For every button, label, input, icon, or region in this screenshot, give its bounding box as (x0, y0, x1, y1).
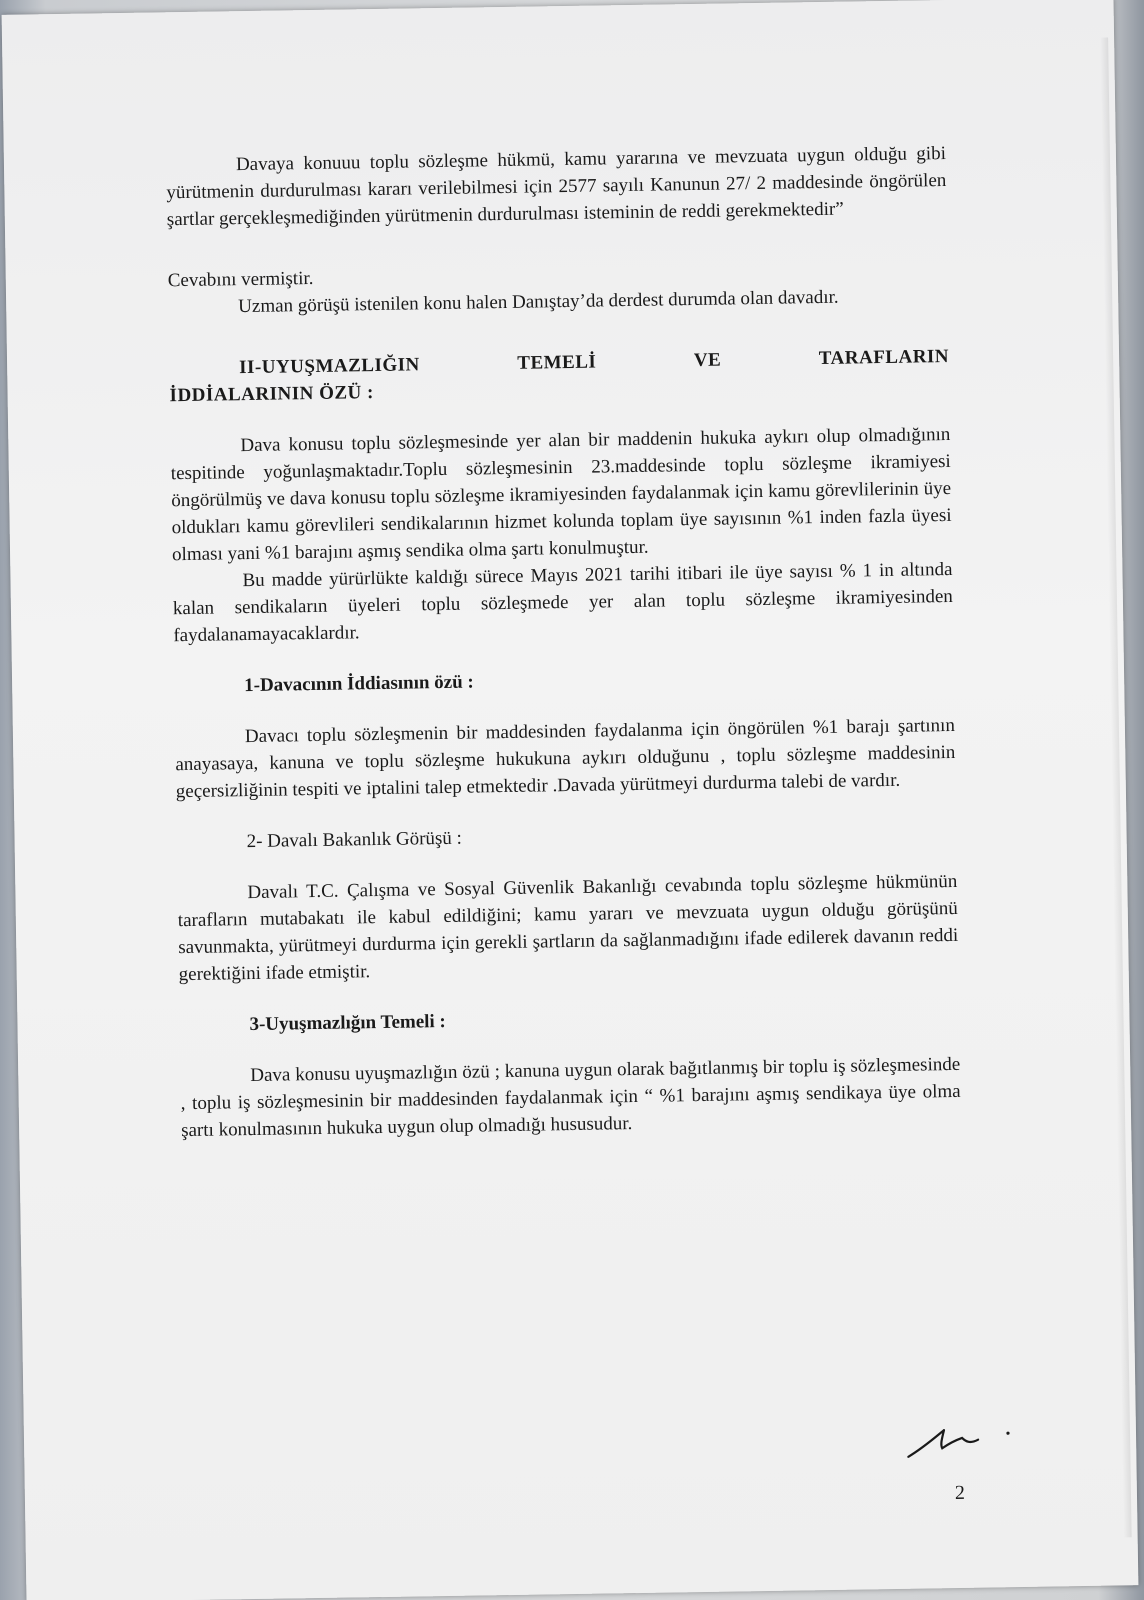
heading-word-2: TEMELİ (517, 351, 597, 374)
document-page (2, 0, 1139, 1600)
claimant-text: Davacı toplu sözleşmenin bir maddesinden faydalanma için öngörülen %1 barajı şartının anayasaya, kanuna ve toplu sözleşme hukukuna aykırı olduğunu , toplu sözleşme maddesinin geçersizliğinin tespiti ve iptalini talep etmektedir .Davada yürütmeyi durdurma talebi de vardır. (175, 714, 956, 803)
dispute-basis-text: Dava konusu uyuşmazlığın özü ; kanuna uygun olarak bağıtlanmış bir toplu iş sözleşmesinde , toplu iş sözleşmesinin bir maddesinden faydalanmak için “ %1 barajını aşmış sendikaya üye olma şartı konulmasının hukuka uygun olup olmadığı hususudur. (180, 1053, 961, 1142)
reply-line: Cevabını vermiştir. (167, 267, 314, 292)
heading-word-3: VE (693, 349, 722, 371)
claimant-heading: 1-Davacının İddiasının özü : (243, 671, 474, 697)
dispute-paragraph-2: Bu madde yürürlükte kaldığı sürece Mayıs 2021 tarihi itibari ile üye sayısı % 1 in altında kalan sendikaların üyeleri toplu sözleşmede yer alan toplu sözleşme ikramiyesinden faydalanamayacaklardır. (172, 558, 954, 647)
ministry-text: Davalı T.C. Çalışma ve Sosyal Güvenlik Bakanlığı cevabında toplu sözleşme hükmünün tarafların mutabakatı ile kabul edildiğini; kamu yararı ve mevzuata uygun olduğu görüşünü savunmakta, yürütmeyi durdurma için gerekli şartların da sağlanmadığını ifade edilerek davanın reddi gerektiğini ifade etmiştir. (177, 870, 959, 986)
signature-initials (904, 1417, 1015, 1469)
heading-word-1: II-UYUŞMAZLIĞIN (239, 354, 420, 379)
heading-word-4: TARAFLARIN (818, 345, 950, 370)
expert-opinion-line: Uzman görüşü istenilen konu halen Danıştay’da derdest durumda olan davadır. (238, 286, 839, 318)
heading-line-2: İDDİALARININ ÖZÜ : (169, 382, 375, 407)
ministry-heading: 2- Davalı Bakanlık Görüşü : (246, 827, 463, 853)
quoted-ministry-reply: Davaya konuuu toplu sözleşme hükmü, kamu yararına ve mevzuata uygun olduğu gibi yürütmenin durdurulması kararı verilebilmesi için 2577 sayılı Kanunun 27/ 2 maddesinde öngörülen şartlar gerçekleşmediğinden yürütmenin durdurulması isteminin de reddi gerekmektedir” (166, 143, 947, 231)
dispute-basis-heading: 3-Uyuşmazlığın Temeli : (249, 1010, 446, 1036)
page-content (166, 140, 961, 1144)
page-number: 2 (954, 1481, 966, 1505)
dispute-paragraph-1: Dava konusu toplu sözleşmesinde yer alan bir maddenin hukuka aykırı olup olmadığının tespitinde yoğunlaşmaktadır.Toplu sözleşmesinin 23.maddesinde toplu sözleşme ikramiyesi öngörülmüş ve dava konusu toplu sözleşme ikramiyesinden faydalanmak için kamu görevlilerinin üye oldukları kamu görevlileri sendikalarının hizmet kolunda toplam üye sayısının %1 inden fazla üyesi olması yani %1 barajını aşmış sendika olma şartı konulmuştur. (170, 423, 952, 566)
